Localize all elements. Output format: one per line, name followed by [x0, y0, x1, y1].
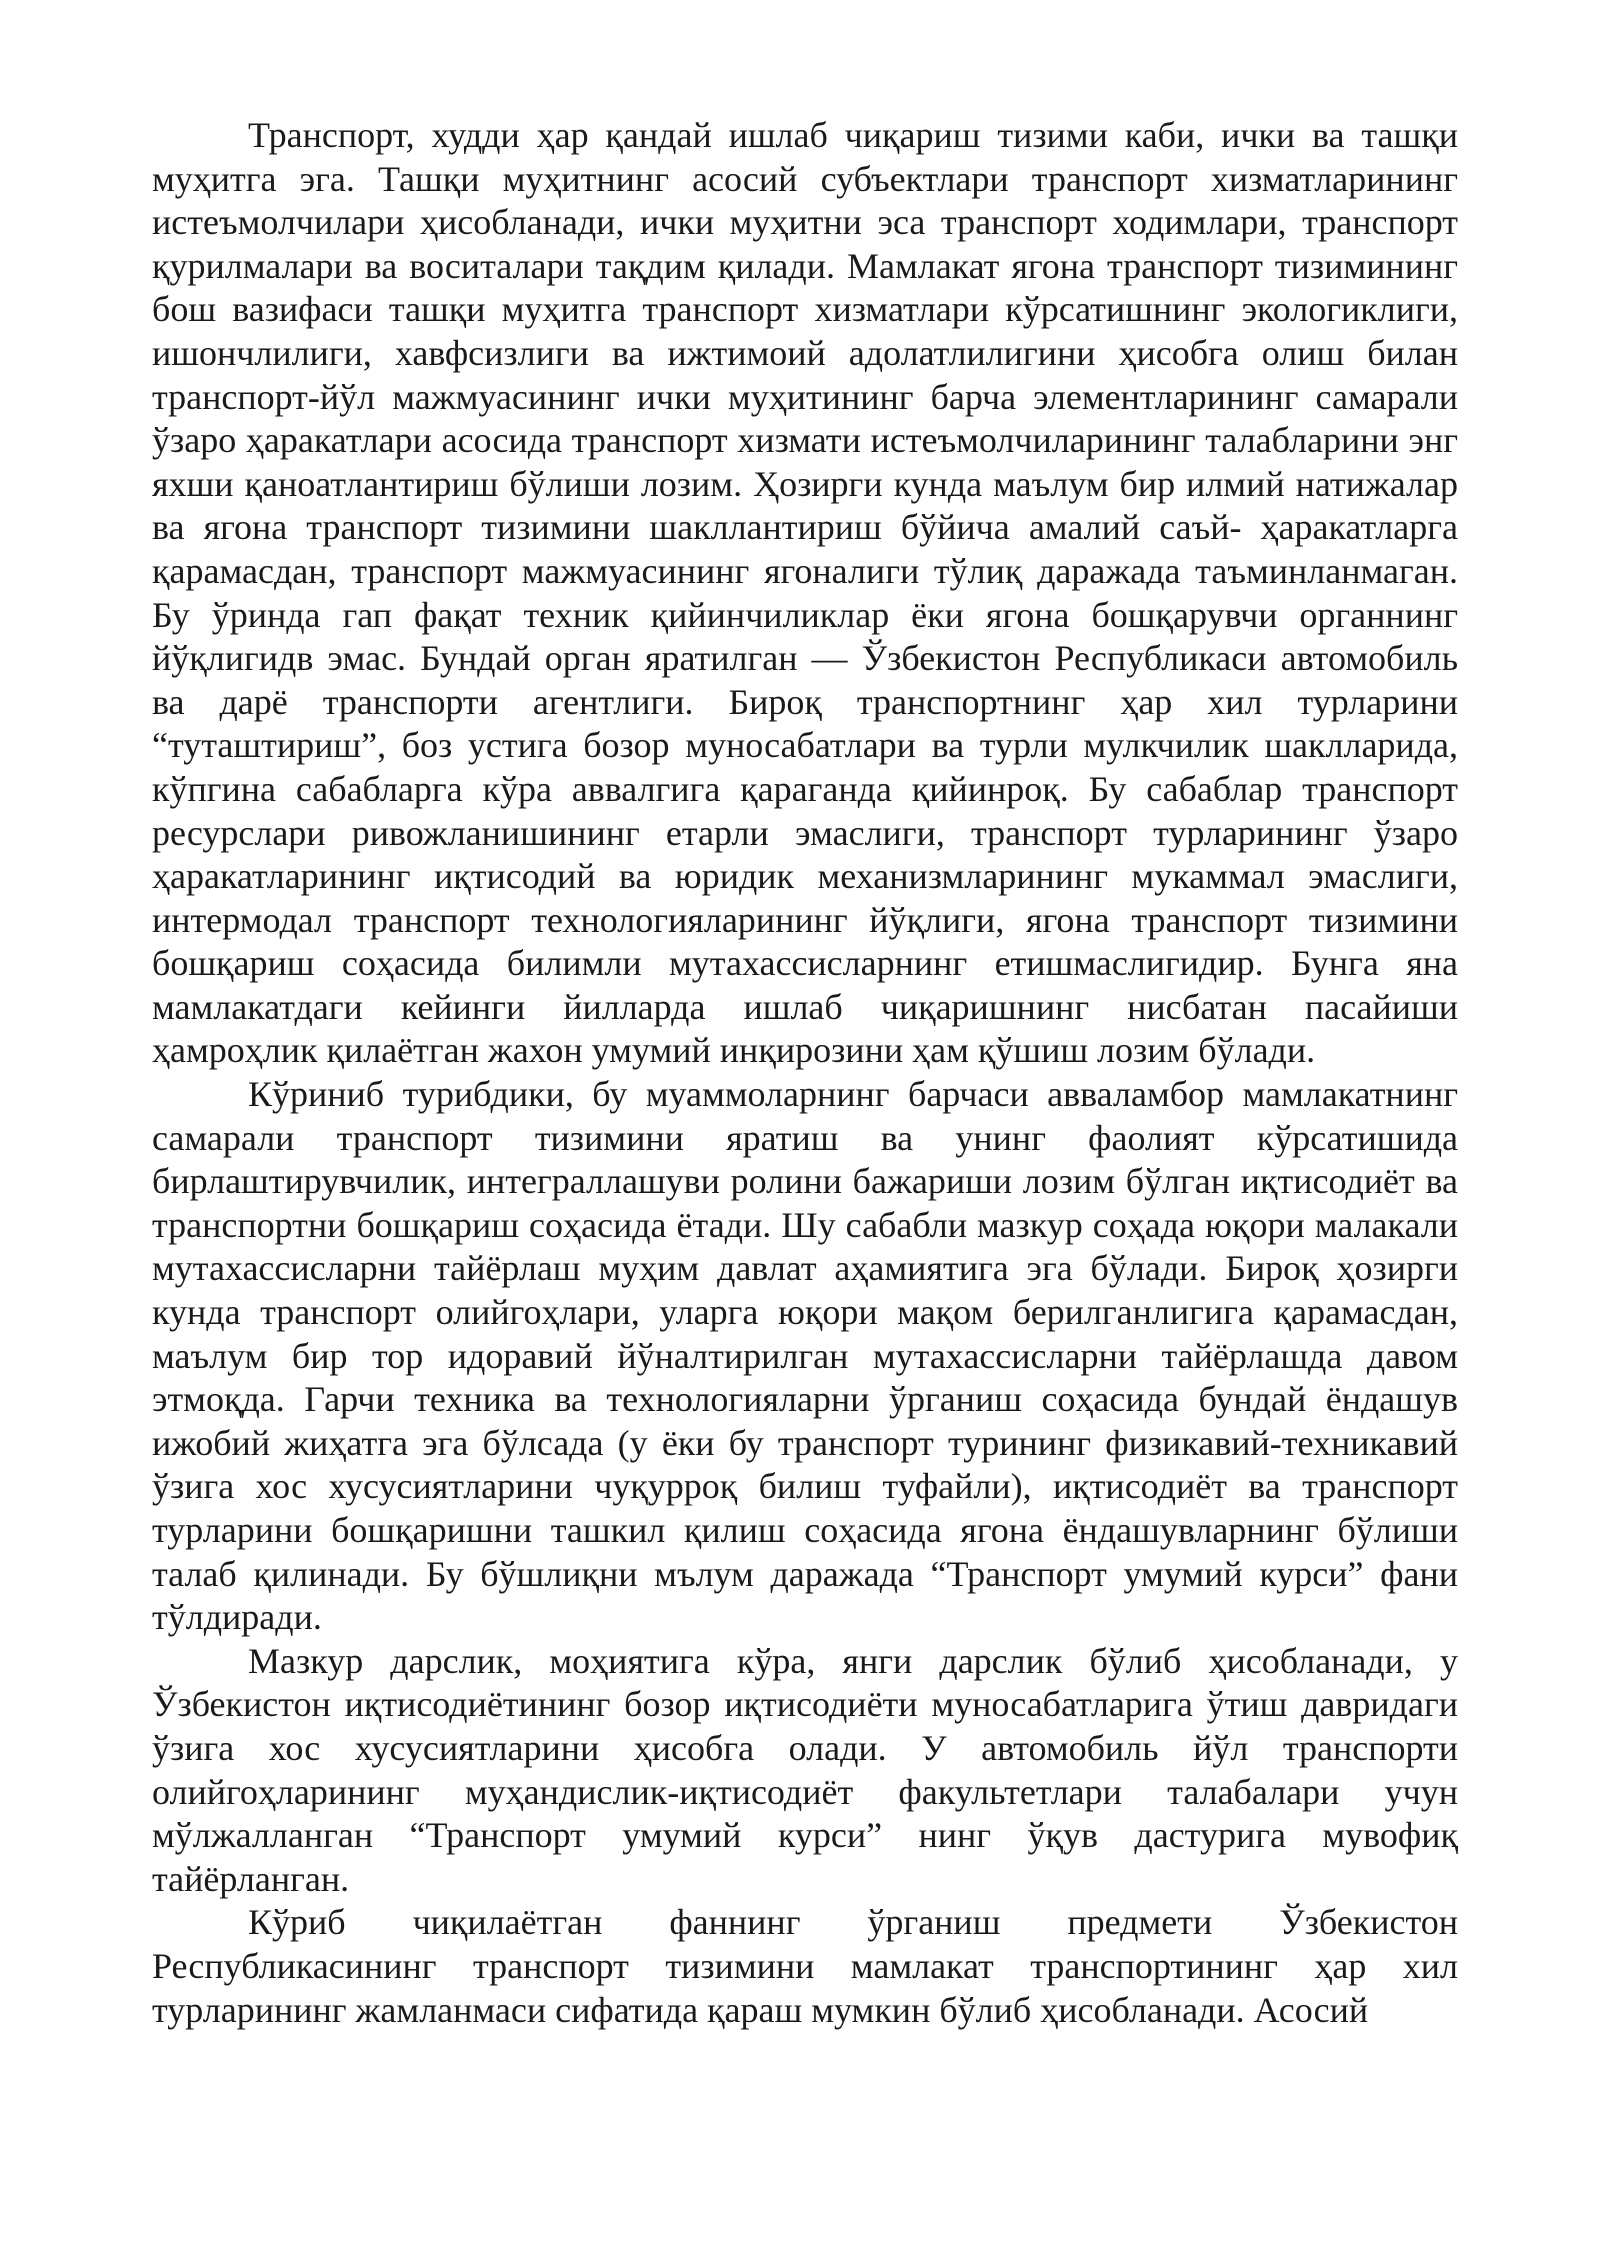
paragraph-3: Мазкур дарслик, моҳиятига кўра, янги дарслик бўлиб ҳисобланади, у Ўзбекистон иқтисодиётининг бозор иқтисодиёти муносабатларига ўтиш давридаги ўзига хос хусусиятларини ҳисобга олади. У автомобиль йўл транспорти олийгоҳларининг муҳандислик-иқтисодиёт факультетлари талабалари учун мўлжалланган “Транспорт умумий курси” нинг ўқув дастурига мувофиқ тайёрланган.	[152, 1640, 1458, 1899]
paragraph-4: Кўриб чиқилаётган фаннинг ўрганиш предмети Ўзбекистон Республикасининг транспорт тизимини мамлакат транспортининг ҳар хил турларининг жамланмаси сифатида қараш мумкин бўлиб ҳисобланади. Асосий	[152, 1902, 1458, 2030]
paragraph-2: Кўриниб турибдики, бу муаммоларнинг барчаси авваламбор мамлакатнинг самарали транспорт тизимини яратиш ва унинг фаолият кўрсатишида бирлаштирувчилик, интеграллашуви ролини бажариши лозим бўлган иқтисодиёт ва транспортни бошқариш соҳасида ётади. Шу сабабли мазкур соҳада юқори малакали мутахассисларни тайёрлаш муҳим давлат аҳамиятига эга бўлади. Бироқ ҳозирги кунда транспорт олийгоҳлари, уларга юқори мақом берилганлигига қарамасдан, маълум бир тор идоравий йўналтирилган мутахассисларни тайёрлашда давом этмоқда. Гарчи техника ва технологияларни ўрганиш соҳасида бундай ёндашув ижобий жиҳатга эга бўлсада (у ёки бу транспорт турининг физикавий-техникавий ўзига хос хусусиятларини чуқурроқ билиш туфайли), иқтисодиёт ва транспорт турларини бошқаришни ташкил қилиш соҳасида ягона ёндашувларнинг бўлиши талаб қилинади. Бу бўшлиқни мълум даражада “Транспорт умумий курси” фани тўлдиради.	[152, 1074, 1458, 1638]
paragraph-1: Транспорт, худди ҳар қандай ишлаб чиқариш тизими каби, ички ва ташқи муҳитга эга. Ташқи муҳитнинг асосий субъектлари транспорт хизматларининг истеъмолчилари ҳисобланади, ички муҳитни эса транспорт ходимлари, транспорт қурилмалари ва воситалари тақдим қилади. Мамлакат ягона транспорт тизимининг бош вазифаси ташқи муҳитга транспорт хизматлари кўрсатишнинг экологиклиги, ишончлилиги, хавфсизлиги ва ижтимоий адолатлилигини ҳисобга олиш билан транспорт-йўл мажмуасининг ички муҳитининг барча элементларининг самарали ўзаро ҳаракатлари асосида транспорт хизмати истеъмолчиларининг талабларини энг яхши қаноатлантириш бўлиши лозим. Ҳозирги кунда маълум бир илмий натижалар ва ягона транспорт тизимини шакллантириш бўйича амалий саъй- ҳаракатларга қарамасдан, транспорт мажмуасининг ягоналиги тўлиқ даражада таъминланмаган. Бу ўринда гап фақат техник қийинчиликлар ёки ягона бошқарувчи органнинг йўқлигидв эмас. Бундай орган яратилган — Ўзбекистон Республикаси автомобиль ва дарё транспорти агентлиги. Бироқ транспортнинг ҳар хил турларини “туташтириш”, боз устига бозор муносабатлари ва турли мулкчилик шаклларида, кўпгина сабабларга кўра аввалгига қараганда қийинроқ. Бу сабаблар транспорт ресурслари ривожланишининг етарли эмаслиги, транспорт турларининг ўзаро ҳаракатларининг иқтисодий ва юридик механизмларининг мукаммал эмаслиги, интермодал транспорт технологияларининг йўқлиги, ягона транспорт тизимини бошқариш соҳасида билимли мутахассисларнинг етишмаслигидир. Бунга яна мамлакатдаги кейинги йилларда ишлаб чиқаришнинг нисбатан пасайиши ҳамроҳлик қилаётган жахон умумий инқирозини ҳам қўшиш лозим бўлади.	[152, 115, 1458, 1071]
document-page	[152, 114, 1458, 2032]
